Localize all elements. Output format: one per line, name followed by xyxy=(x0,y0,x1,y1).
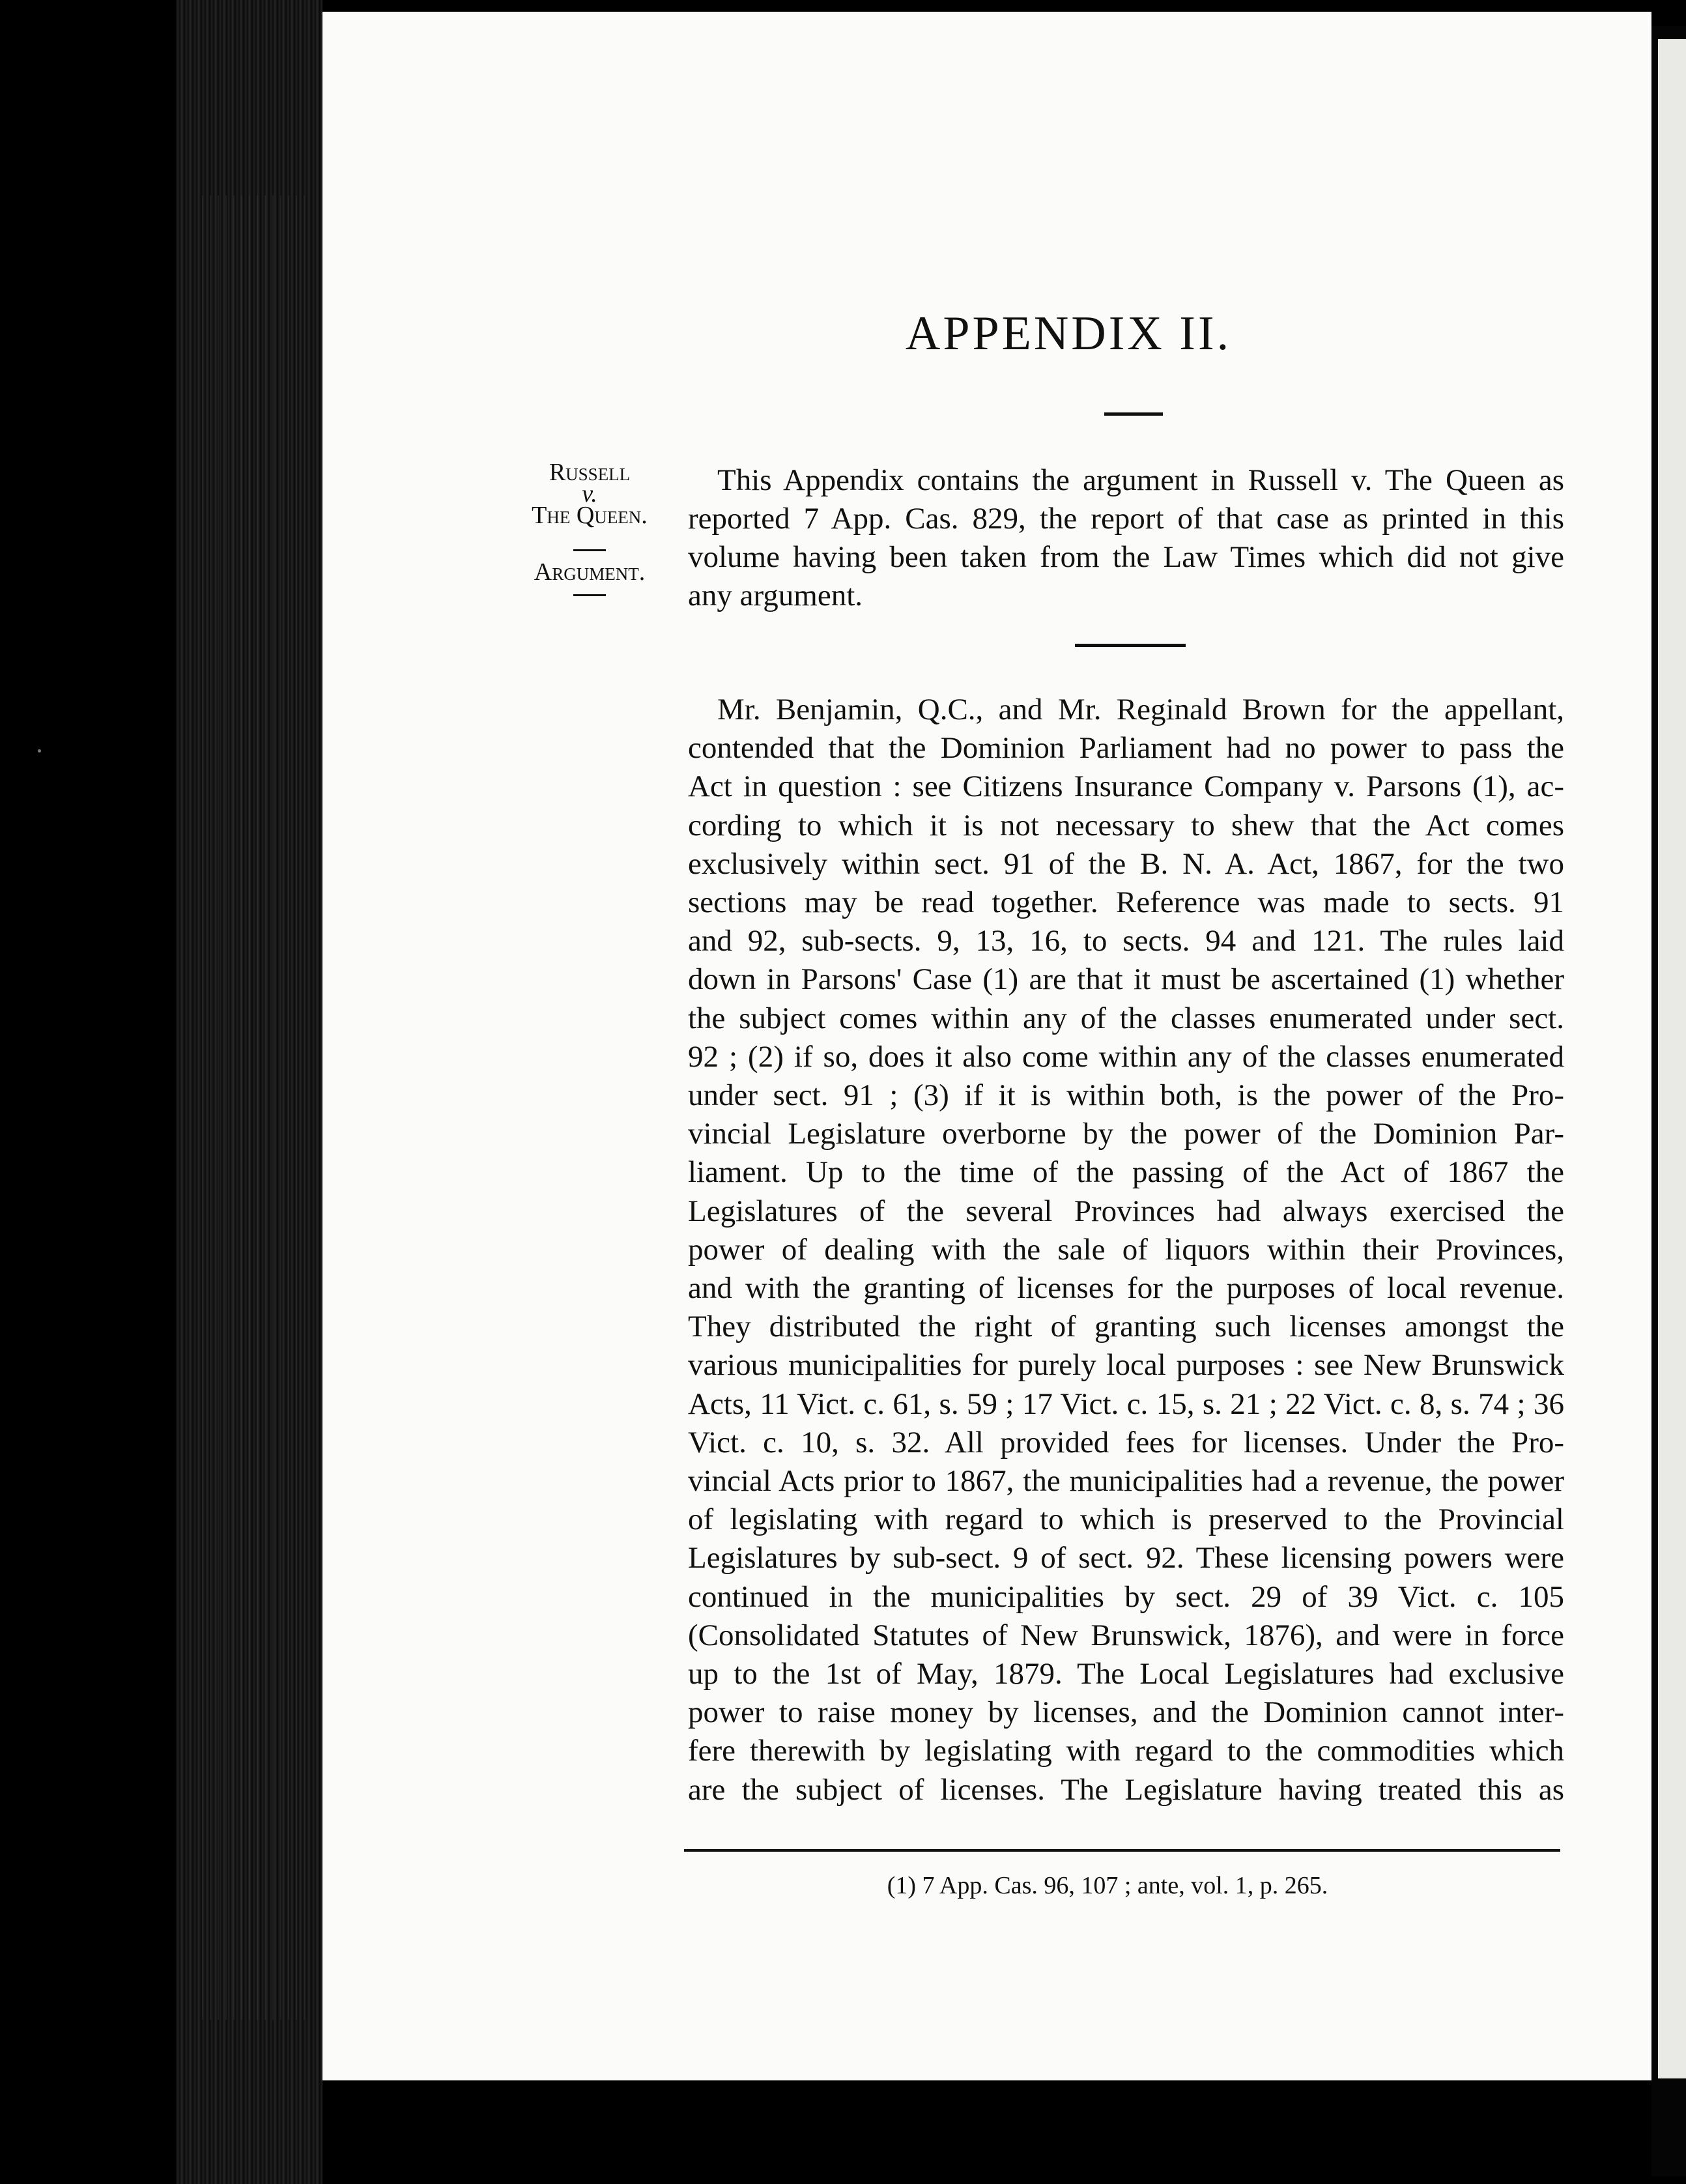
body-line: Act in question : see Citizens Insurance Company v. Parsons (1), ac- xyxy=(688,769,1564,804)
body-line: Legislatures by sub-sect. 9 of sect. 92. These licensing powers were xyxy=(688,1541,1564,1575)
margin-note-rule xyxy=(573,549,606,551)
footnote: (1) 7 App. Cas. 96, 107 ; ante, vol. 1, p. 265. xyxy=(887,1872,1328,1899)
argument-paragraph xyxy=(688,691,1564,1809)
body-line: Acts, 11 Vict. c. 61, s. 59 ; 17 Vict. c. 15, s. 21 ; 22 Vict. c. 8, s. 74 ; 36 xyxy=(688,1387,1564,1421)
body-line: cording to which it is not necessary to shew that the Act comes xyxy=(688,808,1564,842)
body-line: exclusively within sect. 91 of the B. N. A. Act, 1867, for the two xyxy=(688,846,1564,881)
scan-speck xyxy=(38,749,41,753)
body-line: Mr. Benjamin, Q.C., and Mr. Reginald Brown for the appellant, xyxy=(717,693,1564,726)
body-line: contended that the Dominion Parliament had no power to pass the xyxy=(688,731,1564,766)
adjacent-page-sliver xyxy=(1658,39,1686,2078)
body-line: and 92, sub-sects. 9, 13, 16, to sects. 94 and 121. The rules laid xyxy=(688,924,1564,958)
body-line: power to raise money by licenses, and the Dominion cannot inter- xyxy=(688,1695,1564,1730)
body-line: liament. Up to the time of the passing of the Act of 1867 the xyxy=(688,1155,1564,1190)
body-line: down in Parsons' Case (1) are that it must be ascertained (1) whether xyxy=(688,962,1564,997)
body-line: vincial Legislature overborne by the power of the Dominion Par- xyxy=(688,1117,1564,1151)
margin-note-respondent: The Queen. xyxy=(532,502,648,529)
body-line: up to the 1st of May, 1879. The Local Legislatures had exclusive xyxy=(688,1657,1564,1691)
body-line: They distributed the right of granting such licenses amongst the xyxy=(688,1310,1564,1344)
body-line: Vict. c. 10, s. 32. All provided fees for licenses. Under the Pro- xyxy=(688,1425,1564,1459)
intro-line: reported 7 App. Cas. 829, the report of that case as printed in this xyxy=(688,502,1564,536)
body-line: and with the granting of licenses for the purposes of local revenue. xyxy=(688,1271,1564,1306)
body-line: fere therewith by legislating with regard to the commodities which xyxy=(688,1734,1564,1768)
margin-note-argument: Argument. xyxy=(534,558,646,586)
body-line: power of dealing with the sale of liquors within their Provinces, xyxy=(688,1232,1564,1267)
intro-paragraph xyxy=(688,461,1564,615)
body-line: various municipalities for purely local purposes : see New Brunswick xyxy=(688,1348,1564,1383)
body-line: sections may be read together. Reference was made to sects. 91 xyxy=(688,885,1564,920)
intro-line: volume having been taken from the Law Times which did not give xyxy=(688,540,1564,574)
body-line: vincial Acts prior to 1867, the municipalities had a revenue, the power xyxy=(688,1464,1564,1499)
margin-note-versus: v. xyxy=(582,480,597,508)
body-line: the subject comes within any of the classes enumerated under sect. xyxy=(688,1001,1564,1035)
margin-note-case-name: Russell xyxy=(549,459,631,486)
body-line: Legislatures of the several Provinces had always exercised the xyxy=(688,1194,1564,1228)
page-edge-texture xyxy=(195,195,306,2020)
section-rule xyxy=(1075,644,1186,647)
body-line: (Consolidated Statutes of New Brunswick, 1876), and were in force xyxy=(688,1618,1564,1652)
body-line: under sect. 91 ; (3) if it is within both, is the power of the Pro- xyxy=(688,1078,1564,1113)
page-heading: APPENDIX II. xyxy=(905,307,1232,360)
margin-note xyxy=(502,459,678,528)
body-line: continued in the municipalities by sect. 29 of 39 Vict. c. 105 xyxy=(688,1579,1564,1614)
intro-line: This Appendix contains the argument in Russell v. The Queen as xyxy=(717,463,1564,497)
body-line: of legislating with regard to which is preserved to the Provincial xyxy=(688,1502,1564,1537)
margin-note-rule xyxy=(573,594,606,596)
intro-line: any argument. xyxy=(688,579,863,612)
footnote-rule xyxy=(684,1849,1560,1852)
heading-rule xyxy=(1104,412,1163,416)
body-line: are the subject of licenses. The Legislature having treated this as xyxy=(688,1772,1564,1807)
body-line: 92 ; (2) if so, does it also come within any of the classes enumerated xyxy=(688,1039,1564,1074)
